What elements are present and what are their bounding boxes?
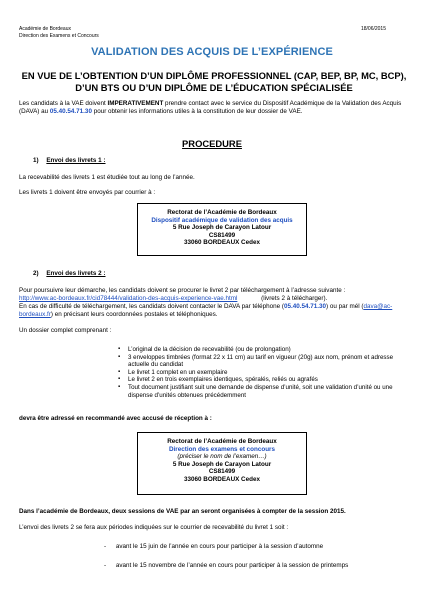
address2-line4: 5 Rue Joseph de Carayon Latour: [172, 460, 272, 468]
dossier-item-envelopes: ▪ 3 enveloppes timbrées (format 22 x 11 cm) au tarif en vigueur (20g) aux nom, prénom et adresse actuelle du candidat: [118, 354, 408, 369]
address1-line5: 33060 BORDEAUX Cedex: [184, 239, 260, 246]
section2-p2c: ) en précisant leurs coordonnées postales et téléphoniques.: [50, 311, 218, 318]
dava-email-link[interactable]: dava@ac-bordeaux.fr: [19, 303, 393, 318]
intro-paragraph: [19, 100, 405, 116]
address2-line5: CS81499: [208, 468, 236, 475]
section2-paragraph: [19, 287, 409, 319]
intro-part2: prendre contact avec le service du Dispositif Académique de la Validation des Acquis (DAVA) au: [19, 100, 402, 115]
section2-p2: [19, 303, 409, 319]
address2-line2: Direction des examens et concours: [168, 445, 276, 453]
section2-p1: Pour poursuivre leur démarche, les candidats doivent se procurer le livret 2 par téléchargement à l’adresse suivante :: [19, 287, 346, 294]
dossier-item-dispense: ▪ Tout document justifiant suit une demande de dispense d’unité, soit une validation d’unité ou une dispense d’unités obtenues précédemment: [118, 384, 408, 399]
section2-title: Envoi des livrets 2 :: [46, 270, 106, 277]
document-title: VALIDATION DES ACQUIS DE L’EXPÉRIENCE: [91, 46, 333, 58]
section2-p2a: En cas de difficulté de téléchargement, les candidats doivent contacter le DAVA par téléphone (: [19, 303, 284, 310]
document-subtitle: EN VUE DE L’OBTENTION D’UN DIPLÔME PROFESSIONNEL (CAP, BEP, BP, MC, BCP), D’UN BTS OU D’UN DIPLÔME DE L’ÉDUCATION SPÉCIALISÉE: [21, 70, 407, 93]
section1-line1: La recevabilité des livrets 1 est étudiée tout au long de l’année.: [19, 174, 195, 181]
session-deadline-2: [104, 562, 348, 570]
address1-line3: 5 Rue Joseph de Carayon Latour: [172, 224, 272, 231]
intro-part3: pour obtenir les informations utiles à la constitution de leur dossier de VAE.: [91, 108, 303, 115]
dossier-intro: Un dossier complet comprenant :: [19, 327, 112, 334]
section2-phone: 05.40.54.71.30: [283, 303, 327, 310]
dossier-list: [118, 346, 408, 399]
address2-line3: (préciser le nom de l’examen…): [177, 453, 267, 460]
dossier-item-livret2: ▪ Le livret 2 en trois exemplaires identiques, spéralés, reliés ou agrafés: [118, 376, 408, 384]
download-link[interactable]: http://www.ac-bordeaux.fr/cid78444/validation-des-acquis-experience-vae.html: [19, 295, 238, 302]
dash-marker: -: [104, 543, 107, 550]
download-link-note: (livrets 2 à télécharger).: [261, 295, 328, 302]
section1-title: Envoi des livrets 1 :: [46, 157, 106, 164]
section2-heading: [33, 270, 106, 278]
intro-emphasis: IMPERATIVEMENT: [107, 100, 164, 107]
header-org-line2: Direction des Examens et Concours: [19, 32, 99, 39]
section2-url-line: [19, 295, 409, 303]
section1-number: 1): [33, 157, 39, 164]
address2-line1: Rectorat de l’Académie de Bordeaux: [167, 438, 277, 445]
sessions-line: L’envoi des livrets 2 se fera aux périodes indiquées sur le courrier de recevabilité du livret 1 soit :: [19, 524, 289, 531]
address-box-exams: [137, 432, 307, 495]
section2-number: 2): [33, 270, 39, 277]
address1-line4: CS81499: [208, 231, 236, 239]
address1-line1: Rectorat de l’Académie de Bordeaux: [167, 209, 277, 216]
section1-line2: Les livrets 1 doivent être envoyés par courrier à :: [19, 189, 156, 196]
session-deadline-1: [104, 543, 323, 551]
session-deadline-1-text: avant le 15 juin de l’année en cours pour participer à la session d’automne: [115, 543, 324, 550]
send-registered-line: devra être adressé en recommandé avec accusé de réception à :: [19, 415, 212, 422]
sessions-bold-line: Dans l’académie de Bordeaux, deux sessions de VAE par an seront organisées à compter de la session 2015.: [19, 508, 346, 515]
section1-heading: [33, 157, 106, 165]
dash-marker: -: [104, 562, 107, 569]
address1-line2: Dispositif académique de validation des acquis: [151, 216, 293, 224]
session-deadline-2-text: avant le 15 novembre de l’année en cours pour participer à la session de printemps: [115, 562, 349, 569]
section2-p2b: ) ou par mél (: [326, 303, 364, 310]
dossier-item-livret1: ▪ Le livret 1 complet en un exemplaire: [118, 369, 408, 377]
header-org-line1: Académie de Bordeaux: [19, 26, 71, 32]
dossier-item-decision: ▪ L’original de la décision de recevabilité (ou de prolongation): [118, 346, 408, 354]
procedure-heading: PROCEDURE: [182, 138, 242, 149]
header-organization: [19, 26, 99, 39]
intro-phone: 05.40.54.71.30: [49, 108, 92, 115]
address2-line6: 33060 BORDEAUX Cedex: [184, 475, 260, 483]
address-box-dava: [137, 203, 307, 256]
intro-part1: Les candidats à la VAE doivent: [19, 100, 108, 107]
header-date: 18/06/2015: [360, 26, 386, 32]
